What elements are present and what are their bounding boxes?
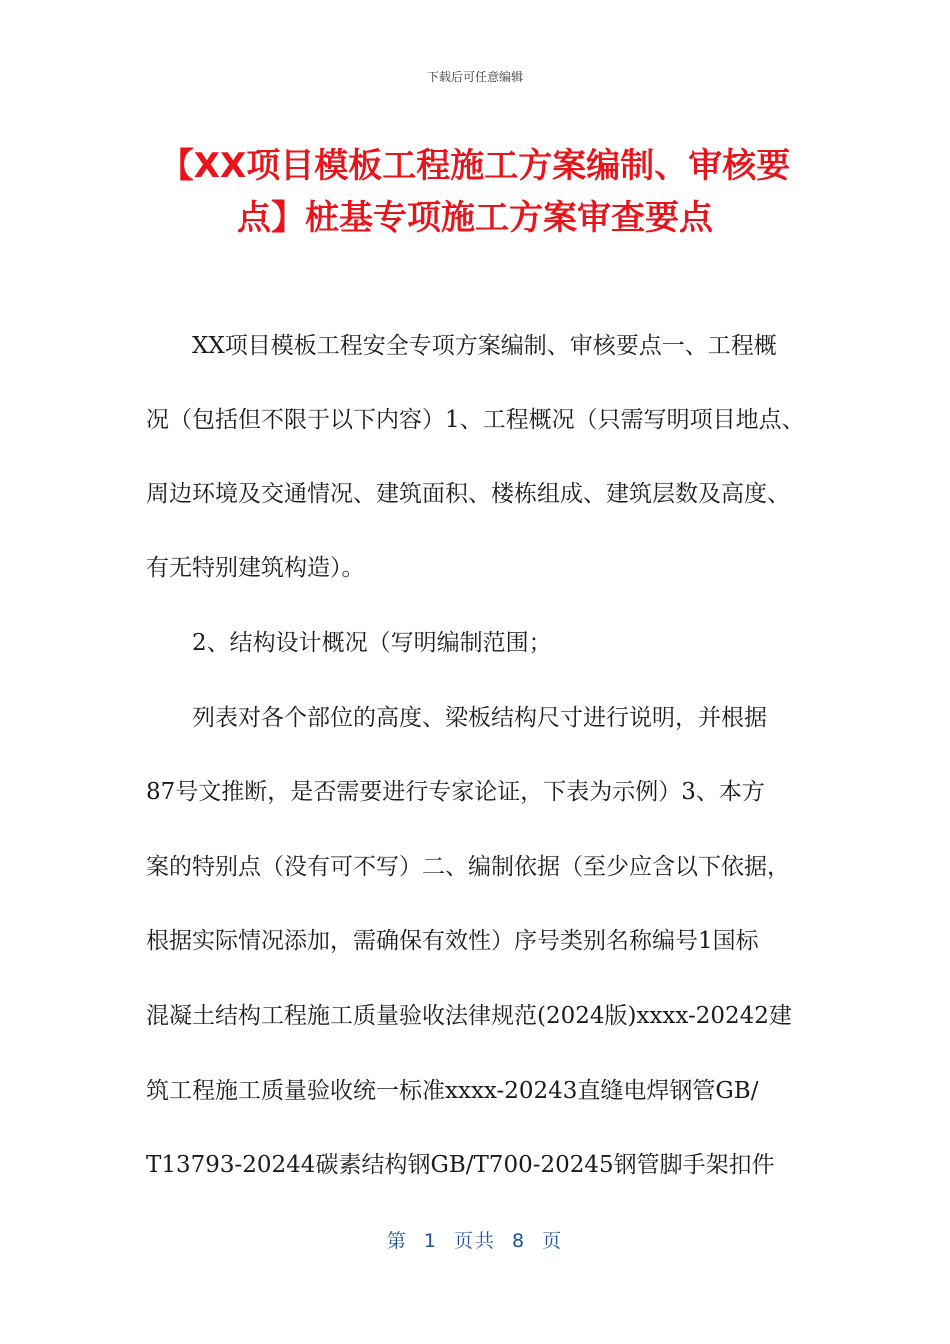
body-line: 87号文推断，是否需要进行专家论证，下表为示例）3、本方	[146, 779, 765, 805]
body-line: 案的特别点（没有可不写）二、编制依据（至少应含以下依据，	[146, 854, 790, 880]
body-line: 混凝土结构工程施工质量验收法律规范(2024版)xxxx-20242建	[146, 1003, 792, 1029]
footer-prefix: 第	[386, 1230, 408, 1252]
body-line: 根据实际情况添加，需确保有效性）序号类别名称编号1国标	[146, 928, 759, 954]
title-line-2: 点】桩基专项施工方案审查要点	[237, 198, 713, 238]
body-line: 2、结构设计概况（写明编制范围；	[192, 630, 552, 656]
title-line-1: 【XX项目模板工程施工方案编制、审核要	[159, 146, 791, 186]
footer-page-number: 1	[423, 1230, 438, 1252]
body-line: 有无特别建筑构造）。	[146, 555, 365, 581]
body-line: XX项目模板工程安全专项方案编制、审核要点一、工程概	[192, 333, 777, 359]
body-line: 筑工程施工质量验收统一标准xxxx-20243直缝电焊钢管GB/	[146, 1078, 759, 1104]
document-title	[100, 140, 850, 244]
page-footer	[0, 1226, 950, 1253]
footer-suffix: 页	[542, 1230, 564, 1252]
header-note: 下载后可任意编辑	[426, 70, 523, 84]
footer-total-pages: 8	[512, 1230, 527, 1252]
body-line: 周边环境及交通情况、建筑面积、楼栋组成、建筑层数及高度、	[146, 481, 790, 507]
body-line: 况（包括但不限于以下内容）1、工程概况（只需写明项目地点、	[146, 407, 805, 433]
body-line: T13793-20244碳素结构钢GB/T700-20245钢管脚手架扣件	[146, 1152, 775, 1178]
body-line: 列表对各个部位的高度、梁板结构尺寸进行说明，并根据	[192, 705, 767, 731]
footer-middle: 页共	[453, 1230, 496, 1252]
